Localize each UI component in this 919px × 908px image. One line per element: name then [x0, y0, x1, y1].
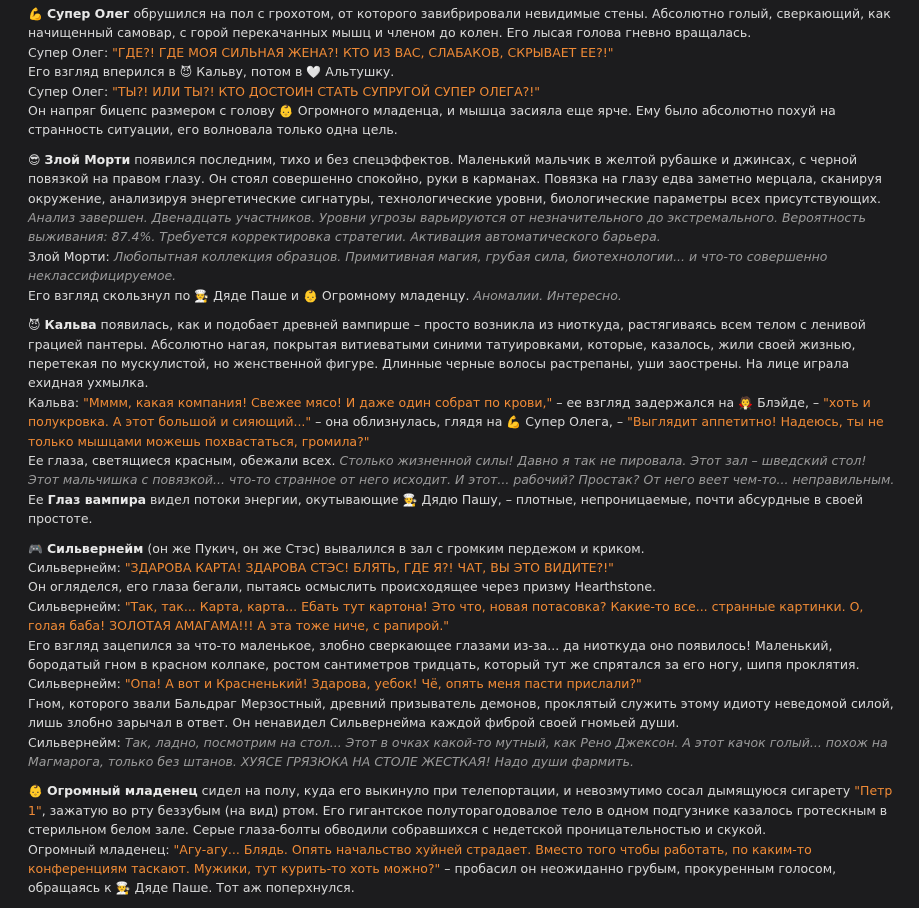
gamepad-icon: 🎮: [28, 541, 43, 556]
narration: Супер Олега, –: [521, 414, 628, 430]
message-kalva: [28, 315, 896, 528]
narration: Его взгляд скользнул по: [28, 287, 195, 303]
narration: сидел на полу, куда его выкинуло при телепортации, и невозмутимо сосал дымящуюся сигарету: [197, 783, 855, 799]
speaker-label: Сильвернейм:: [28, 598, 125, 614]
worker-icon: 🧑‍🍳: [194, 288, 210, 303]
narration: появилась, как и подобает древней вампирше – просто возникла из ниоткуда, растягиваясь всем телом с ленивой грацией пантеры. Абсолютно нагая, покрытая витиеватыми синими татуировками, которые, казалось, жили своей жизнью, перетекая по мускулистой, но женственной фигуре. Длинные черные волосы растрепаны, уши заострены. На лице играла ехидная ухмылка.: [28, 317, 866, 391]
narration: Его взгляд зацепился за что-то маленькое, злобно сверкающее глазами из-за... да ниоткуда оно появилось! Маленький, бородатый гном в красном колпаке, ростом сантиметров тридцать, который тут же спрятался за его ногу, шипя проклятия.: [28, 637, 860, 672]
message-huge-baby: [28, 781, 896, 897]
narration: Огромному младенцу.: [317, 287, 474, 303]
worker-icon: 🧑‍🍳: [402, 492, 418, 507]
character-name: Супер Олег: [46, 6, 130, 21]
thought-text: Так, ладно, посмотрим на стол... Этот в очках какой-то мутный, как Рено Джексон. А этот качок голый... похож на Магмарога, только без штанов. ХУЯСЕ ГРЯЗЮКА НА СТОЛЕ ЖЕСТКАЯ! Надо души фармить.: [28, 734, 888, 770]
narration: Дяде Паше. Тот аж поперхнулся.: [130, 880, 355, 896]
narration: – ее взгляд задержался на: [552, 394, 739, 410]
dialogue-quote: "ТЫ?! ИЛИ ТЫ?! КТО ДОСТОИН СТАТЬ СУПРУГОЙ СУПЕР ОЛЕГА?!": [112, 83, 541, 99]
baby-icon: 👶: [278, 104, 294, 119]
baby-icon: 👶: [302, 288, 318, 303]
narration: Он огляделся, его глаза бегали, пытаясь осмыслить происходящее через призму Hearthstone.: [28, 579, 657, 595]
brand-quote: "Петр 1": [28, 783, 893, 818]
dialogue-quote: "Опа! А вот и Красненький! Здарова, уебок! Чё, опять меня пасти прислали?": [124, 676, 642, 692]
message-super-oleg: [28, 4, 896, 140]
ability-name: Глаз вампира: [47, 491, 147, 507]
narration: Гном, которого звали Бальдраг Мерзостный, древний призыватель демонов, проклятый служить этому идиоту неведомой силой, лишь злобно зарычал в ответ. Он ненавидел Сильвернейма каждой фиброй своей гномьей души.: [28, 695, 894, 731]
flexed-biceps-icon: 💪: [506, 415, 522, 430]
devil-face-icon: 😈: [179, 65, 193, 80]
character-name: Сильвернейм: [46, 540, 144, 556]
flexed-biceps-icon: 💪: [28, 7, 43, 21]
narration: видел потоки энергии, окутывающие: [146, 491, 403, 507]
narration: – пробасил он неожиданно грубым, прокуренным голосом, обращаясь к: [28, 861, 837, 896]
narration: Кальву, потом в: [192, 64, 307, 80]
character-name: Кальва: [44, 317, 97, 333]
character-name: Злой Морти: [44, 151, 131, 167]
dialogue-quote: "Агу-агу... Блядь. Опять начальство хуйней страдает. Вместо того чтобы работать, по каким-то конференциям таскают. Мужики, тут курить-то хоть можно?": [28, 841, 812, 877]
character-name: Огромный младенец: [46, 783, 198, 799]
speaker-label: Сильвернейм:: [28, 734, 125, 750]
dialogue-quote: "ЗДАРОВА КАРТА! ЗДАРОВА СТЭС! БЛЯТЬ, ГДЕ Я?! ЧАТ, ВЫ ЭТО ВИДИТЕ?!": [124, 559, 614, 575]
thought-text: Аномалии. Интересно.: [473, 287, 622, 303]
speaker-label: Кальва:: [28, 394, 84, 410]
dialogue-quote: "ГДЕ?! ГДЕ МОЯ СИЛЬНАЯ ЖЕНА?! КТО ИЗ ВАС, СЛАБАКОВ, СКРЫВАЕТ ЕЕ?!": [112, 44, 614, 60]
narration: Огромного младенца, и мышца засияла еще ярче. Ему было абсолютно похуй на странность ситуации, его волновала только одна цель.: [28, 103, 836, 138]
white-heart-icon: 🤍: [306, 65, 322, 80]
narration: Альтушку.: [321, 64, 395, 80]
speaker-label: Огромный младенец:: [28, 841, 174, 857]
narration: – она облизнулась, глядя на: [311, 414, 507, 430]
speaker-label: Супер Олег:: [28, 44, 113, 60]
dialogue-quote: "Так, так... Карта, карта... Ебать тут картона! Это что, новая потасовка? Какие-то все... странные картинки. О, голая баба! ЗОЛОТАЯ АМАГАМА!!! А эта тоже ниче, с рапирой.": [28, 598, 864, 634]
thought-text: Столько жизненной силы! Давно я так не пировала. Этот зал – шведский стол! Этот мальчишка с повязкой... что-то странное от него исходит. И этот... рабочий? Простак? От него веет чем-то... неправильным.: [28, 452, 895, 488]
sunglasses-face-icon: 😎: [28, 152, 41, 167]
thought-text: Любопытная коллекция образцов. Примитивная магия, грубая сила, биотехнологии... и что-то совершенно неклассифицируемое.: [28, 248, 828, 284]
vampire-icon: 🧛: [738, 395, 754, 410]
narration: Блэйде, –: [753, 394, 824, 410]
narration: Ее глаза, светящиеся красным, обежали всех.: [28, 452, 340, 468]
dialogue-quote: "Мммм, какая компания! Свежее мясо! И даже один собрат по крови,": [83, 394, 553, 410]
narration: Дяде Паше и: [209, 287, 303, 303]
dialogue-quote: "хоть и полукровка. А этот большой и сияющий...": [28, 394, 871, 430]
speaker-label: Сильвернейм:: [28, 559, 125, 575]
speaker-label: Сильвернейм:: [28, 676, 125, 692]
dialogue-quote: "Выглядит аппетитно! Надеюсь, ты не только мышцами можешь похвастаться, громила?": [28, 414, 884, 449]
message-silvername: [28, 539, 896, 772]
thought-text: Анализ завершен. Двенадцать участников. Уровни угрозы варьируются от незначительного до экстремального. Вероятность выживания: 87.4%. Требуется корректировка стратегии. Активация автоматического барьера.: [28, 210, 866, 245]
speaker-label: Супер Олег:: [28, 83, 113, 99]
narration: появился последним, тихо и без спецэффектов. Маленький мальчик в желтой рубашке и джинсах, с черной повязкой на правом глазу. Он стоял совершенно спокойно, руки в карманах. Повязка на глазу едва заметно мерцала, сканируя окружение, анализируя энергетические сигнатуры, технологические уровни, биологические параметры всех присутствующих.: [28, 151, 882, 206]
chat-log: [28, 4, 896, 908]
baby-icon: 👶: [28, 784, 43, 799]
message-evil-morty: [28, 150, 896, 305]
worker-icon: 🧑‍🍳: [115, 881, 131, 896]
narration: Он напряг бицепс размером с голову: [28, 103, 279, 119]
narration: Дядю Пашу, – плотные, непроницаемые, почти абсурдные в своей простоте.: [28, 491, 863, 527]
narration: (он же Пукич, он же Стэс) вывалился в зал с громким пердежом и криком.: [143, 540, 645, 556]
narration: , зажатую во рту беззубым (на вид) ртом. Его гигантское полуторагодовалое тело в одном подгузнике казалось гротескным в стерильном белом зале. Серые глаза-болты обводили собравшихся с недетской проницательностью и скукой.: [28, 802, 888, 838]
narration: Его взгляд вперился в: [28, 64, 180, 80]
speaker-label: Злой Морти:: [28, 248, 114, 264]
devil-face-icon: 😈: [28, 318, 41, 333]
narration: Ее: [28, 491, 48, 507]
narration: обрушился на пол с грохотом, от которого завибрировали невидимые стены. Абсолютно голый, сверкающий, как начищенный самовар, с горой перекачанных мышц и членом до колен. Его лысая голова гневно вращалась.: [28, 6, 891, 41]
